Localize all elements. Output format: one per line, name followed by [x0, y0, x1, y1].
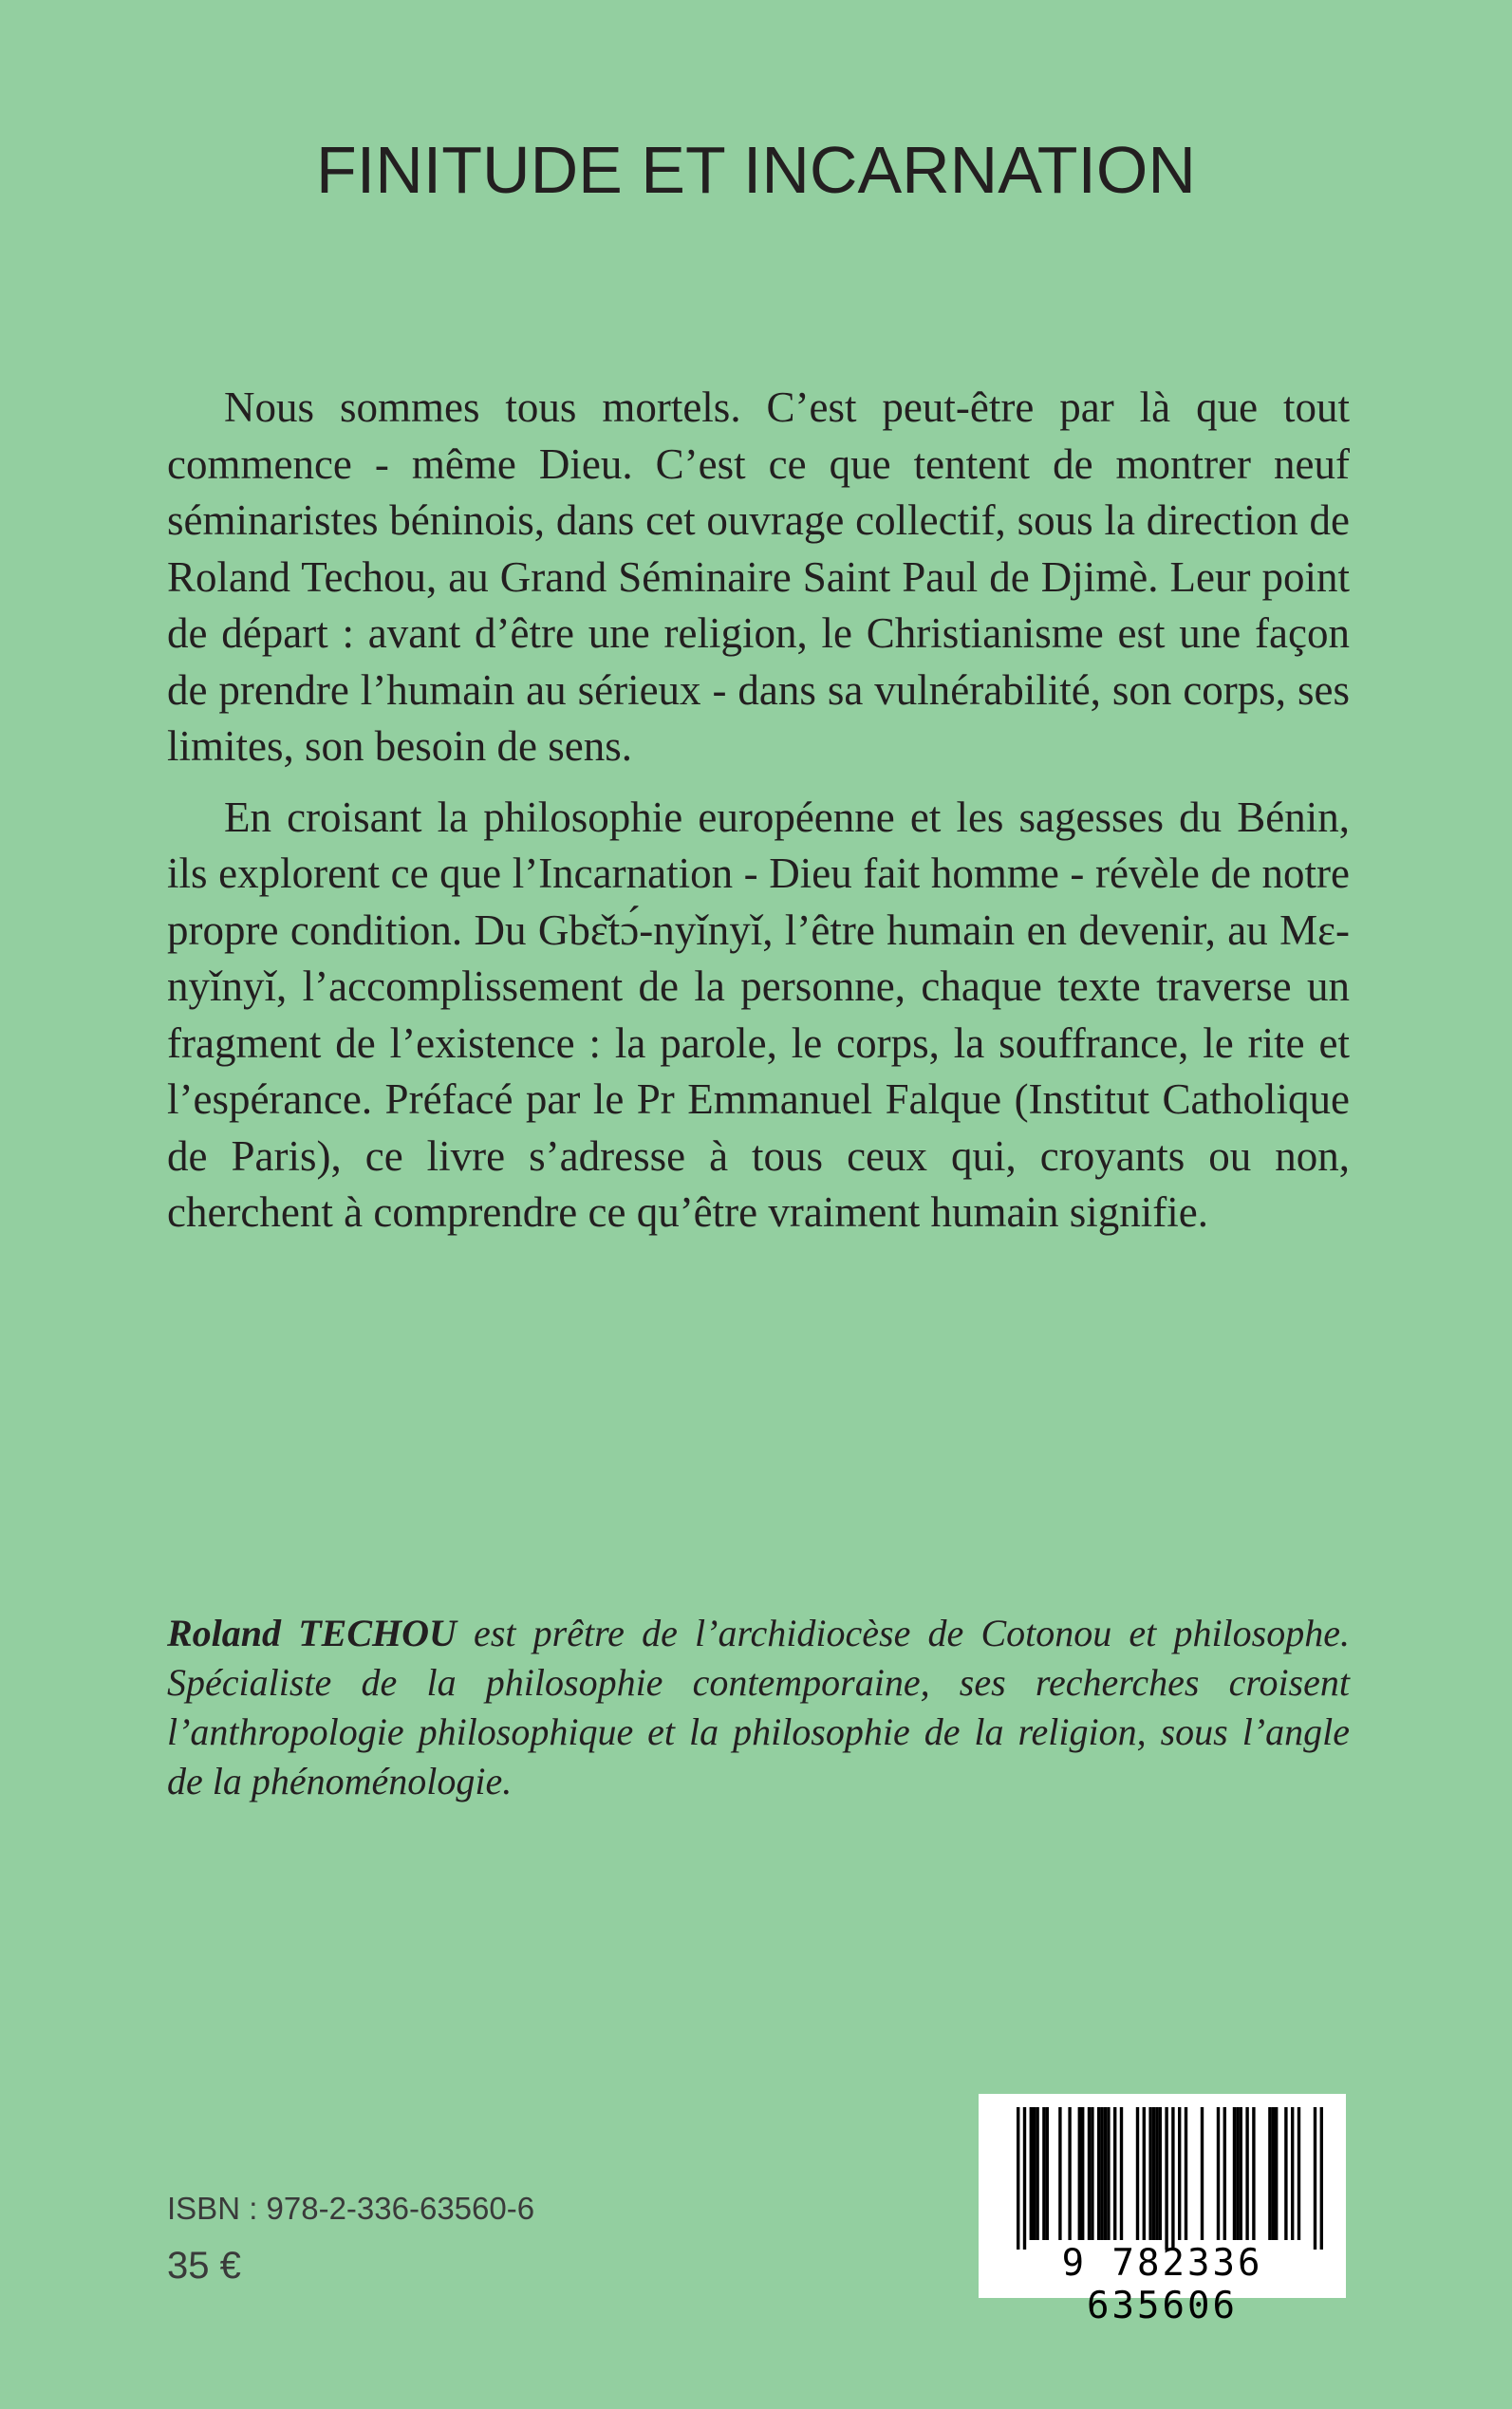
barcode-bar — [1178, 2107, 1181, 2240]
barcode-bar — [1284, 2107, 1287, 2240]
blurb-paragraph-1: Nous sommes tous mortels. C’est peut-être par là que tout commence - même Dieu. C’est ce que tentent de montrer neuf séminaristes béninois, dans cet ouvrage collectif, sous la direction de Roland Techou, au Grand Séminaire Saint Paul de Djimè. Leur point de départ : avant d’être une religion, le Christianisme est une façon de prendre l’humain au sérieux - dans sa vulnérabilité, son corps, ses limites, son besoin de sens. — [167, 383, 1350, 770]
isbn-label: ISBN : 978-2-336-63560-6 — [167, 2191, 535, 2226]
author-bio — [167, 1609, 1350, 1806]
barcode-bar — [1159, 2107, 1162, 2240]
barcode — [979, 2094, 1346, 2327]
barcode-bar — [1275, 2107, 1278, 2240]
barcode-bar — [1314, 2107, 1316, 2250]
barcode-bar — [1088, 2107, 1091, 2240]
barcode-bar — [1268, 2107, 1271, 2240]
back-cover-blurb — [167, 380, 1350, 1256]
barcode-bar — [1291, 2107, 1294, 2240]
book-title: FINITUDE ET INCARNATION — [316, 133, 1196, 207]
barcode-bar — [1297, 2107, 1300, 2240]
barcode-bar — [1036, 2107, 1038, 2240]
barcode-bar — [1097, 2107, 1100, 2240]
barcode-bar — [1017, 2107, 1019, 2250]
barcode-bar — [1152, 2107, 1155, 2240]
barcode-bar — [1091, 2107, 1093, 2240]
barcode-bar — [1217, 2107, 1220, 2240]
barcode-bar — [1185, 2107, 1187, 2240]
barcode-bar — [1100, 2107, 1103, 2240]
barcode-bar — [1233, 2107, 1236, 2240]
barcode-bar — [1078, 2107, 1081, 2240]
barcode-bar — [1023, 2107, 1026, 2250]
barcode-bar — [1143, 2107, 1146, 2240]
barcode-bar — [1155, 2107, 1158, 2240]
barcode-bar — [1046, 2107, 1049, 2240]
barcode-bar — [1033, 2107, 1036, 2240]
barcode-bar — [1058, 2107, 1061, 2240]
blurb-paragraph-2: En croisant la philosophie européenne et les sagesses du Bénin, ils explorent ce que l’Incarnation - Dieu fait homme - révèle de notre propre condition. Du Gbɛ̌tɔ́-nyǐnyǐ, l’être humain en devenir, au Mɛ-nyǐnyǐ, l’accomplissement de la personne, chaque texte traverse un fragment de l’existence : la parole, le corps, la souffrance, le rite et l’espérance. Préfacé par le Pr Emmanuel Falque (Institut Catholique de Paris), ce livre s’adresse à tous ceux qui, croyants ou non, cherchent à comprendre ce qu’être vraiment humain signifie. — [167, 793, 1350, 1236]
barcode-bar — [1252, 2107, 1255, 2240]
barcode-bar — [1320, 2107, 1323, 2250]
barcode-bar — [1030, 2107, 1033, 2240]
barcode-bar — [1165, 2107, 1167, 2250]
barcode-bar — [1223, 2107, 1226, 2240]
barcode-digits: 9 782336 635606 — [1061, 2242, 1263, 2327]
barcode-bar — [1107, 2107, 1110, 2240]
barcode-bar — [1042, 2107, 1045, 2240]
barcode-bar — [1136, 2107, 1139, 2240]
author-bio-text: est prêtre de l’archidiocèse de Cotonou et philosophe. Spécialiste de la philosophie contemporaine, ses recherches croisent l’anthropologie philosophique et la philosophie de la religion, sous l’angle de la phénoménologie. — [167, 1612, 1350, 1802]
barcode-bar — [1245, 2107, 1248, 2240]
barcode-bar — [1113, 2107, 1116, 2240]
barcode-bar — [1171, 2107, 1174, 2250]
barcode-bar — [1120, 2107, 1123, 2240]
barcode-bar — [1081, 2107, 1084, 2240]
barcode-bar — [1272, 2107, 1275, 2240]
barcode-bar — [1201, 2107, 1204, 2240]
barcode-bar — [1068, 2107, 1071, 2240]
barcode-bar — [1104, 2107, 1107, 2240]
barcode-bar — [1240, 2107, 1242, 2240]
barcode-bar — [1236, 2107, 1239, 2240]
author-name: Roland TECHOU — [167, 1612, 457, 1654]
price-label: 35 € — [167, 2245, 241, 2287]
barcode-bar — [1148, 2107, 1151, 2240]
